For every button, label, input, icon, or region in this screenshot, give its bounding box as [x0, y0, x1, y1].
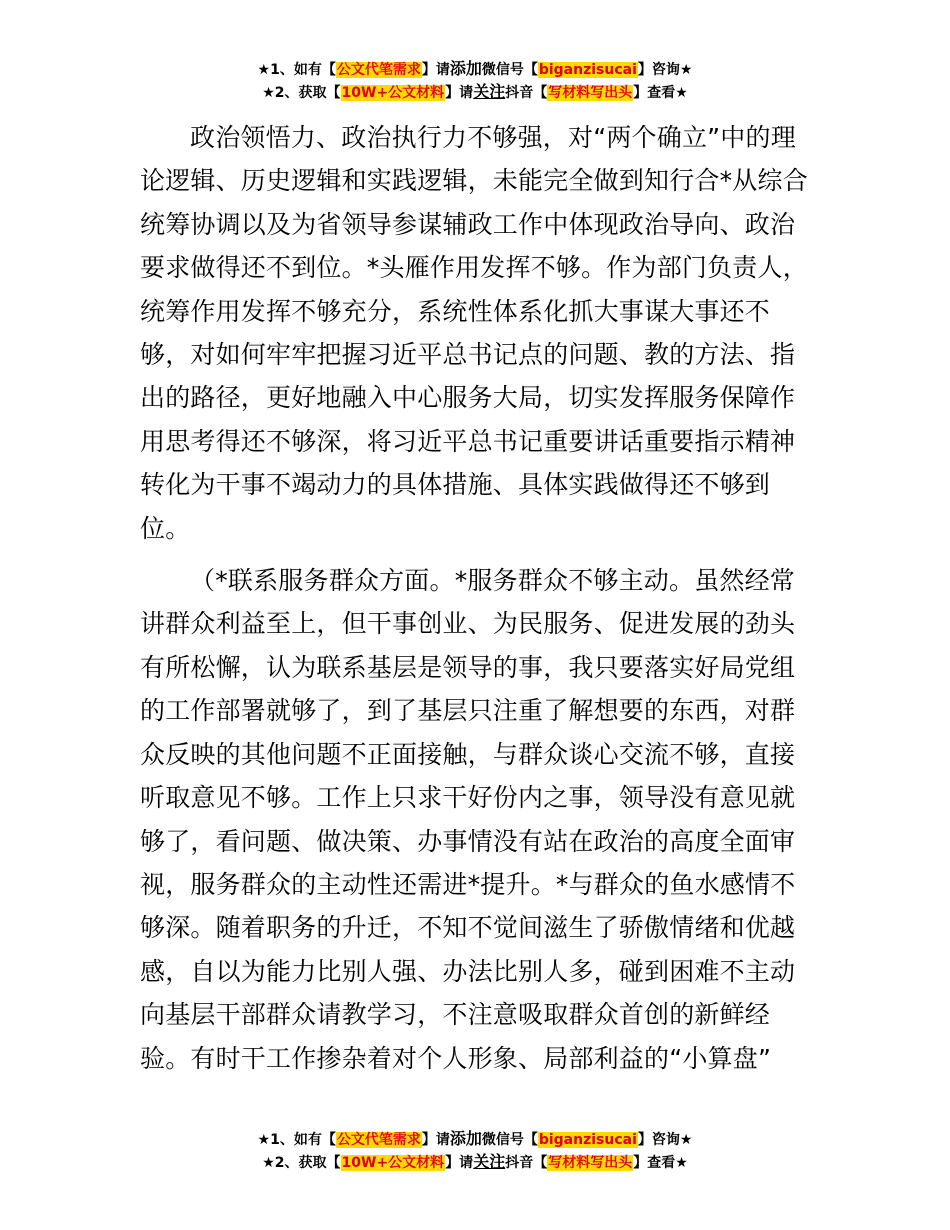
footer-line1-mid2: 微信号【 — [481, 1132, 538, 1148]
footer-line2-mid2: 抖音【 — [505, 1155, 548, 1171]
footer-line2-mid: 】请 — [445, 1155, 474, 1171]
header-line2-highlight-douyin: 写材料写出头 — [548, 85, 633, 101]
header-line-1 — [0, 58, 950, 81]
header-line1-highlight-wechat: biganzisucai — [538, 62, 637, 78]
footer-line-2 — [0, 1151, 950, 1174]
footer-line1-mid: 】请 — [421, 1132, 450, 1148]
footer-line2-highlight-douyin: 写材料写出头 — [548, 1155, 633, 1171]
header-line2-mid2: 抖音【 — [505, 85, 548, 101]
footer-line2-suffix: 】查看★ — [633, 1155, 688, 1171]
footer-line1-highlight-service: 公文代笔需求 — [336, 1132, 421, 1148]
header-line1-emphasis: 添加 — [449, 59, 482, 78]
header-banner — [0, 58, 950, 104]
footer-line1-suffix: 】咨询★ — [637, 1132, 693, 1148]
footer-line1-prefix: ★1、如有【 — [257, 1132, 336, 1148]
header-line2-prefix: ★2、获取【 — [262, 85, 341, 101]
header-line1-highlight-service: 公文代笔需求 — [336, 62, 421, 78]
footer-banner — [0, 1128, 950, 1174]
footer-line1-highlight-wechat: biganzisucai — [538, 1132, 637, 1148]
footer-line2-emphasis: 关注 — [473, 1152, 506, 1171]
footer-line2-prefix: ★2、获取【 — [262, 1155, 341, 1171]
header-line2-suffix: 】查看★ — [633, 85, 688, 101]
header-line2-emphasis: 关注 — [473, 82, 506, 101]
footer-line2-highlight-materials: 10W+公文材料 — [341, 1155, 445, 1171]
header-line1-mid: 】请 — [421, 62, 450, 78]
header-line2-mid: 】请 — [445, 85, 474, 101]
header-line2-highlight-materials: 10W+公文材料 — [341, 85, 445, 101]
header-line1-suffix: 】咨询★ — [637, 62, 693, 78]
paragraph-serving-masses: （*联系服务群众方面。*服务群众不够主动。虽然经常讲群众利益至上，但干事创业、为民服务、促进发展的劲头有所松懈，认为联系基层是领导的事，我只要落实好局党组的工作部署就够了，到了基层只注重了解想要的东西，对群众反映的其他问题不正面接触，与群众谈心交流不够，直接听取意见不够。工作上只求干好份内之事，领导没有意见就够了，看问题、做决策、办事情没有站在政治的高度全面审视，服务群众的主动性还需进*提升。*与群众的鱼水感情不够深。随着职务的升迁，不知不觉间滋生了骄傲情绪和优越感，自以为能力比别人强、办法比别人多，碰到困难不主动向基层干部群众请教学习，不注意吸取群众首创的新鲜经验。有时干工作掺杂着对个人形象、局部利益的“小算盘” — [140, 566, 796, 1073]
header-line-2 — [0, 81, 950, 104]
header-line1-mid2: 微信号【 — [481, 62, 538, 78]
paragraph-political: 政治领悟力、政治执行力不够强，对“两个确立”中的理论逻辑、历史逻辑和实践逻辑，未能完全做到知行合*从综合统筹协调以及为省领导参谋辅政工作中体现政治导向、政治要求做得还不到位。*头雁作用发挥不够。作为部门负责人，统筹作用发挥不够充分，系统性体系化抓大事谋大事还不够，对如何牢牢把握习近平总书记点的问题、教的方法、指出的路径，更好地融入中心服务大局，切实发挥服务保障作用思考得还不够深，将习近平总书记重要讲话重要指示精神转化为干事不竭动力的具体措施、具体实践做得还不够到位。 — [140, 123, 808, 543]
document-body — [140, 116, 820, 1080]
footer-line1-emphasis: 添加 — [449, 1129, 482, 1148]
header-line1-prefix: ★1、如有【 — [257, 62, 336, 78]
footer-line-1 — [0, 1128, 950, 1151]
